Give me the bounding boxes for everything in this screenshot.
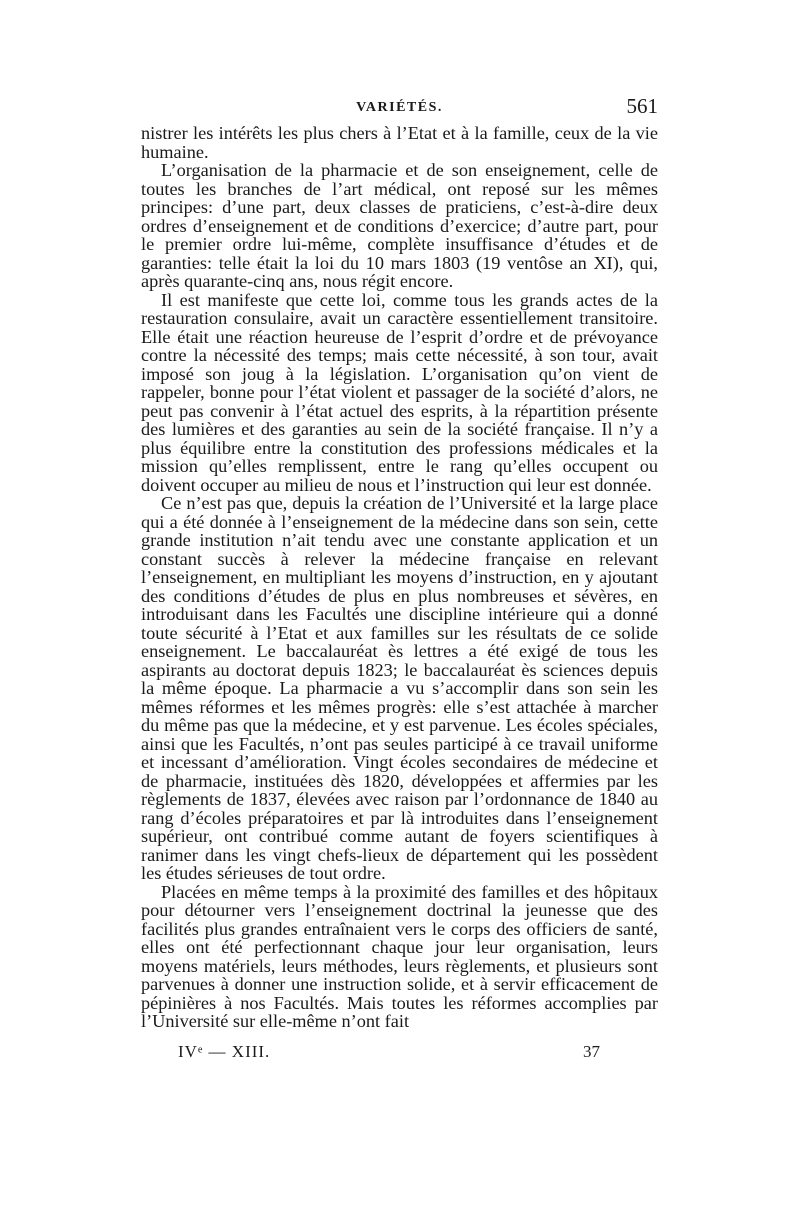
body-text [141, 124, 658, 1031]
sheet-number: 37 [583, 1042, 600, 1061]
paragraph-continuation: nistrer les intérêts les plus chers à l’Etat et à la famille, ceux de la vie humaine. [141, 123, 658, 162]
signature-mark: IVᵉ — XIII. [178, 1042, 271, 1061]
page-number: 561 [626, 94, 658, 118]
running-title: VARIÉTÉS. [356, 100, 443, 115]
paragraph: L’organisation de la pharmacie et de son enseignement, celle de toutes les branches de l’art médical, ont reposé sur les mêmes principes: d’une part, deux classes de praticiens, c’est-à-dire deux ordres d’enseignement et de conditions d’exercice; d’autre part, pour le premier ordre lui-même, complète insuffisance d’études et de garanties: telle était la loi du 10 mars 1803 (19 ventôse an XI), qui, après quarante-cinq ans, nous régit encore. [141, 160, 658, 291]
paragraph: Il est manifeste que cette loi, comme tous les grands actes de la restauration consulaire, avait un caractère essentiellement transitoire. Elle était une réaction heureuse de l’esprit d’ordre et de prévoyance contre la nécessité des temps; mais cette nécessité, à son tour, avait imposé son joug à la législation. L’organisation qu’on vient de rappeler, bonne pour l’état violent et passager de la société d’alors, ne peut pas convenir à l’état actuel des esprits, à la répartition présente des lumières et des garanties au sein de la société française. Il n’y a plus équilibre entre la constitution des professions médicales et la mission qu’elles remplissent, entre le rang qu’elles occupent ou doivent occuper au milieu de nous et l’instruction qui leur est donnée. [141, 289, 658, 495]
page-footer [141, 1042, 658, 1068]
paragraph: Placées en même temps à la proximité des familles et des hôpitaux pour détourner vers l’enseignement doctrinal la jeunesse que des facilités plus grandes entraînaient vers le corps des officiers de santé, elles ont été perfectionnant chaque jour leur organisation, leurs moyens matériels, leurs méthodes, leurs règlements, et plusieurs sont parvenues à donner une instruction solide, et à servir efficacement de pépinières à nos Facultés. Mais toutes les réformes accomplies par l’Université sur elle-même n’ont fait [141, 881, 658, 1031]
paragraph: Ce n’est pas que, depuis la création de l’Université et la large place qui a été donnée à l’enseignement de la médecine dans son sein, cette grande institution n’ait tendu avec une constante application et un constant succès à relever la médecine française en relevant l’enseignement, en multipliant les moyens d’instruction, en y ajoutant des conditions d’études de plus en plus nombreuses et sévères, en introduisant dans les Facultés une discipline intérieure qui a donné toute sécurité à l’Etat et aux familles sur les résultats de ce solide enseignement. Le baccalauréat ès lettres a été exigé de tous les aspirants au doctorat depuis 1823; le baccalauréat ès sciences depuis la même époque. La pharmacie a vu s’accomplir dans son sein les mêmes réformes et les mêmes progrès: elle s’est attachée à marcher du même pas que la médecine, et y est parvenue. Les écoles spéciales, ainsi que les Facultés, n’ont pas seules participé à ce travail uniforme et incessant d’amélioration. Vingt écoles secondaires de médecine et de pharmacie, instituées dès 1820, développées et affermies par les règlements de 1837, élevées avec raison par l’ordonnance de 1840 au rang d’écoles préparatoires et par là introduites dans l’enseignement supérieur, ont contribué comme autant de foyers scientifiques à ranimer dans les vingt chefs-lieux de département qui les possèdent les études sérieuses de tout ordre. [141, 493, 658, 883]
running-head [141, 94, 658, 124]
page [141, 94, 658, 1031]
